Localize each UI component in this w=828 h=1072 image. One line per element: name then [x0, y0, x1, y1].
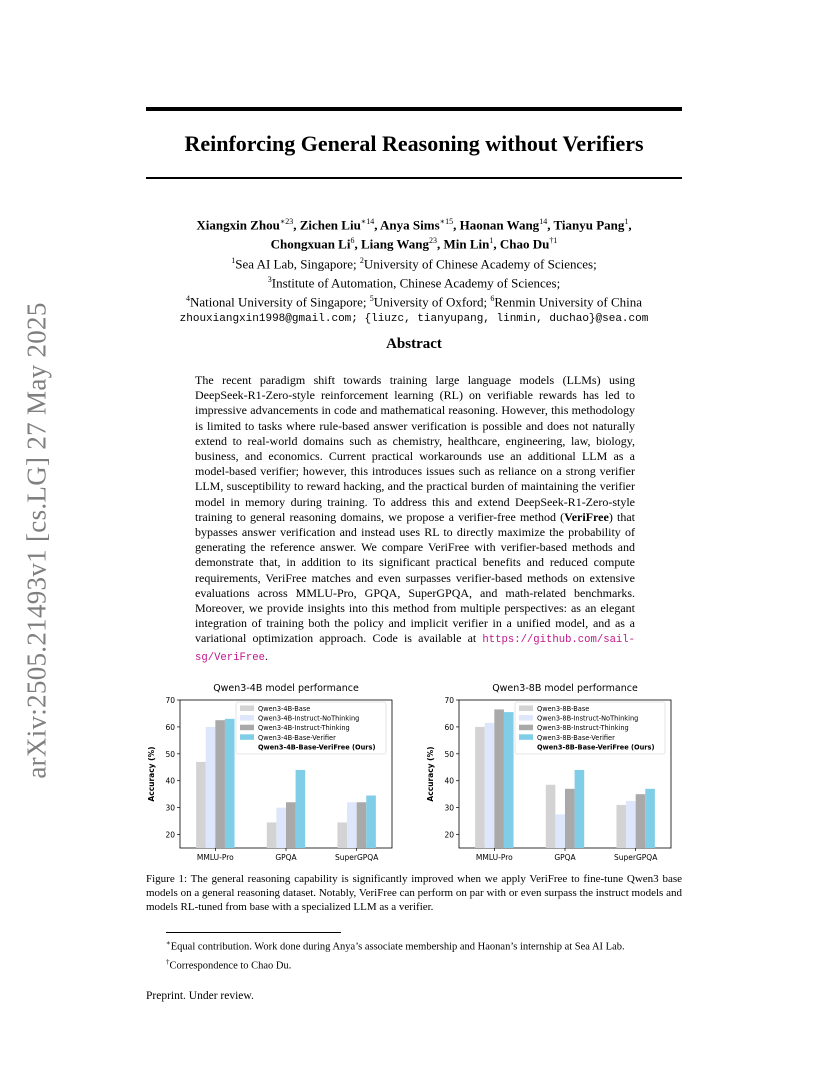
bar-gpqa-3	[575, 770, 585, 848]
bar-gpqa-1	[555, 814, 565, 848]
author-sep: ,	[628, 217, 632, 233]
arxiv-watermark	[20, 300, 54, 780]
legend-label: Qwen3-8B-Base-Verifier	[537, 733, 615, 742]
bar-supergpqa-1	[626, 801, 636, 848]
author-sep: ,	[374, 217, 381, 233]
paper-title: Reinforcing General Reasoning without Verifiers	[184, 131, 644, 156]
bar-mmlu-pro-2	[215, 720, 225, 848]
y-tick-label: 60	[444, 722, 454, 732]
legend-swatch	[240, 725, 254, 731]
y-tick-label: 30	[444, 803, 454, 813]
x-tick-label: MMLU-Pro	[196, 853, 234, 862]
affiliation-sup: 3	[267, 274, 272, 284]
author-emails[interactable]: zhouxiangxin1998@gmail.com; {liuzc, tianyupang, linmin, duchao}@sea.com	[179, 312, 649, 325]
affiliation-line-2	[146, 272, 682, 291]
bar-supergpqa-3	[645, 789, 655, 848]
y-tick-label: 20	[444, 830, 454, 840]
y-axis-label: Accuracy (%)	[426, 746, 435, 802]
bar-gpqa-2	[286, 802, 296, 848]
y-tick-label: 50	[444, 749, 454, 759]
footnote-1	[166, 936, 686, 955]
y-tick-label: 70	[444, 696, 454, 705]
bar-gpqa-0	[546, 785, 556, 848]
y-tick-label: 40	[444, 776, 454, 786]
footnote-rule	[166, 932, 341, 933]
author-line-2	[146, 233, 682, 252]
legend-swatch	[519, 725, 533, 731]
author-sep: ,	[453, 217, 460, 233]
bar-mmlu-pro-0	[475, 727, 485, 848]
affiliation-sup: 4	[185, 294, 190, 304]
figure-caption: Figure 1: The general reasoning capability is significantly improved when we apply VeriFree to fine-tune Qwen3 base models on a general reasoning dataset. Notably, VeriFree can perform on par with or even surpass the instruct models and models RL-tuned from base with a specialized LLM as a verifier.	[146, 873, 682, 913]
arxiv-id-text: arXiv:2505.21493v1 [cs.LG] 27 May 2025	[21, 301, 52, 779]
legend-label: Qwen3-8B-Base	[537, 705, 590, 713]
affiliation-text: University of Oxford;	[373, 294, 491, 310]
affiliation-text: University of Chinese Academy of Sciences;	[363, 255, 597, 271]
bar-mmlu-pro-3	[504, 712, 514, 848]
author-name: Haonan Wang	[459, 217, 540, 233]
chart-4b-svg	[142, 681, 397, 863]
bar-gpqa-2	[565, 789, 575, 848]
preprint-note: Preprint. Under review.	[146, 990, 254, 1002]
footnote-mark: ∗	[166, 939, 171, 947]
abstract-end: .	[264, 648, 268, 663]
author-name: Min Lin	[443, 236, 490, 252]
footnote-text: Correspondence to Chao Du.	[169, 960, 292, 971]
affiliation-line-3	[146, 291, 682, 310]
legend-label: Qwen3-4B-Instruct-Thinking	[258, 724, 350, 733]
chart-title: Qwen3-8B model performance	[492, 683, 638, 694]
footnote-2	[166, 955, 686, 974]
x-tick-label: GPQA	[275, 853, 297, 862]
chart-qwen3-8b	[421, 681, 676, 863]
y-tick-label: 70	[165, 696, 175, 705]
bar-supergpqa-2	[357, 802, 367, 848]
bar-mmlu-pro-1	[485, 723, 495, 848]
author-sup: 14	[539, 217, 548, 226]
legend-label: Qwen3-8B-Instruct-NoThinking	[537, 714, 639, 723]
author-sep: ,	[437, 236, 444, 252]
author-sep: ,	[293, 217, 300, 233]
abstract-text-2: ) that bypasses answer verification and instead uses RL to directly maximize the probability of generating the reference answer. We compare VeriFree with verifier-based methods and demonstrate that, in addition to its significant practical benefits and reduced compute requirements, VeriFree matches and even surpasses verifier-based methods on extensive evaluations across MMLU-Pro, GPQA, SuperGPQA, and math-related benchmarks. Moreover, we provide insights into this method from multiple perspectives: as an elegant integration of training both the policy and implicit verifier in a unified model, and as a variational optimization approach. Code is available at	[195, 509, 635, 646]
bar-supergpqa-0	[616, 805, 626, 848]
y-tick-label: 30	[165, 803, 175, 813]
author-sep: ,	[354, 236, 361, 252]
author-sup: 23	[429, 236, 437, 246]
x-tick-label: GPQA	[554, 853, 576, 862]
bar-mmlu-pro-0	[196, 762, 206, 848]
footnote-text: Equal contribution. Work done during Anya’s associate membership and Haonan’s internship at Sea AI Lab.	[170, 941, 625, 953]
footnote-mark: †	[166, 957, 170, 966]
y-tick-label: 60	[165, 722, 175, 732]
author-sup: 1	[624, 217, 629, 226]
bar-gpqa-0	[267, 822, 277, 848]
bar-gpqa-1	[276, 808, 286, 848]
legend-swatch	[519, 734, 533, 740]
x-tick-label: SuperGPQA	[613, 853, 658, 862]
y-tick-label: 40	[165, 776, 175, 786]
abstract-text-1: The recent paradigm shift towards training large language models (LLMs) using DeepSeek-R1-Zero-style reinforcement learning (RL) on verifiable rewards has led to impressive advancements in code and mathematical reasoning. However, this methodology is limited to tasks where rule-based answer verification is possible and does not naturally extend to real-world domains such as chemistry, healthcare, engineering, law, biology, business, and economics. Current practical workarounds use an additional LLM as a model-based verifier; however, this introduces issues such as reliance on a strong verifier LLM, susceptibility to reward hacking, and the practical burden of maintaining the verifier model in memory during training. To address this and extend DeepSeek-R1-Zero-style training to general reasoning domains, we propose a verifier-free method (	[195, 373, 635, 524]
author-sup: 6	[350, 236, 355, 246]
author-name: Chao Du	[499, 236, 550, 252]
author-sup: ∗23	[279, 217, 294, 226]
author-name: Zichen Liu	[299, 217, 361, 233]
legend-label: Qwen3-4B-Base-VeriFree (Ours)	[258, 743, 376, 752]
y-axis-label: Accuracy (%)	[147, 746, 156, 802]
y-tick-label: 20	[165, 830, 175, 840]
bar-supergpqa-1	[347, 802, 357, 848]
affiliation-line-1	[146, 253, 682, 272]
abstract-heading: Abstract	[386, 336, 442, 352]
y-tick-label: 50	[165, 749, 175, 759]
author-name: Anya Sims	[380, 217, 440, 233]
title-bottom-rule	[146, 177, 682, 179]
author-sep: ,	[493, 236, 500, 252]
bar-gpqa-3	[296, 770, 306, 848]
author-sup: ∗14	[360, 217, 375, 226]
affiliation-text: Renmin University of China	[494, 294, 643, 310]
author-sup: †1	[549, 236, 558, 246]
abstract-body	[195, 373, 635, 666]
chart-8b-svg	[421, 681, 676, 863]
affiliation-sup: 1	[231, 255, 236, 265]
author-block	[146, 214, 682, 327]
author-sup: ∗15	[439, 217, 454, 226]
affiliation-text: Sea AI Lab, Singapore;	[235, 255, 360, 271]
bar-supergpqa-3	[366, 796, 376, 848]
legend-label: Qwen3-8B-Instruct-Thinking	[537, 724, 629, 733]
author-sup: 1	[489, 236, 494, 246]
legend-label: Qwen3-8B-Base-VeriFree (Ours)	[537, 743, 655, 752]
chart-title: Qwen3-4B model performance	[213, 683, 359, 694]
legend-label: Qwen3-4B-Instruct-NoThinking	[258, 714, 360, 723]
bar-supergpqa-2	[636, 794, 646, 848]
legend-swatch	[240, 715, 254, 721]
legend-swatch	[240, 706, 254, 712]
x-tick-label: MMLU-Pro	[475, 853, 513, 862]
author-name: Tianyu Pang	[553, 217, 625, 233]
legend-label: Qwen3-4B-Base	[258, 705, 311, 713]
legend-swatch	[519, 715, 533, 721]
author-line-1	[146, 214, 682, 233]
affiliation-sup: 6	[490, 294, 495, 304]
footnotes	[166, 936, 686, 973]
author-name: Chongxuan Li	[270, 236, 351, 252]
affiliation-text: Institute of Automation, Chinese Academy of Sciences;	[271, 275, 561, 291]
bar-mmlu-pro-2	[494, 709, 504, 848]
legend-swatch	[240, 734, 254, 740]
bar-mmlu-pro-1	[206, 727, 216, 848]
method-name: VeriFree	[564, 509, 609, 524]
author-sep: ,	[547, 217, 554, 233]
x-tick-label: SuperGPQA	[334, 853, 379, 862]
bar-supergpqa-0	[337, 822, 347, 848]
bar-mmlu-pro-3	[225, 719, 235, 848]
title-top-rule	[146, 107, 682, 111]
chart-qwen3-4b	[142, 681, 397, 863]
legend-label: Qwen3-4B-Base-Verifier	[258, 733, 336, 742]
affiliation-text: National University of Singapore;	[189, 294, 370, 310]
legend-swatch	[519, 706, 533, 712]
affiliation-sup: 2	[359, 255, 364, 265]
affiliation-sup: 5	[369, 294, 374, 304]
code-link[interactable]: https://github.com/sail-sg/VeriFree	[195, 634, 635, 664]
author-name: Xiangxin Zhou	[196, 217, 280, 233]
author-name: Liang Wang	[360, 236, 429, 252]
